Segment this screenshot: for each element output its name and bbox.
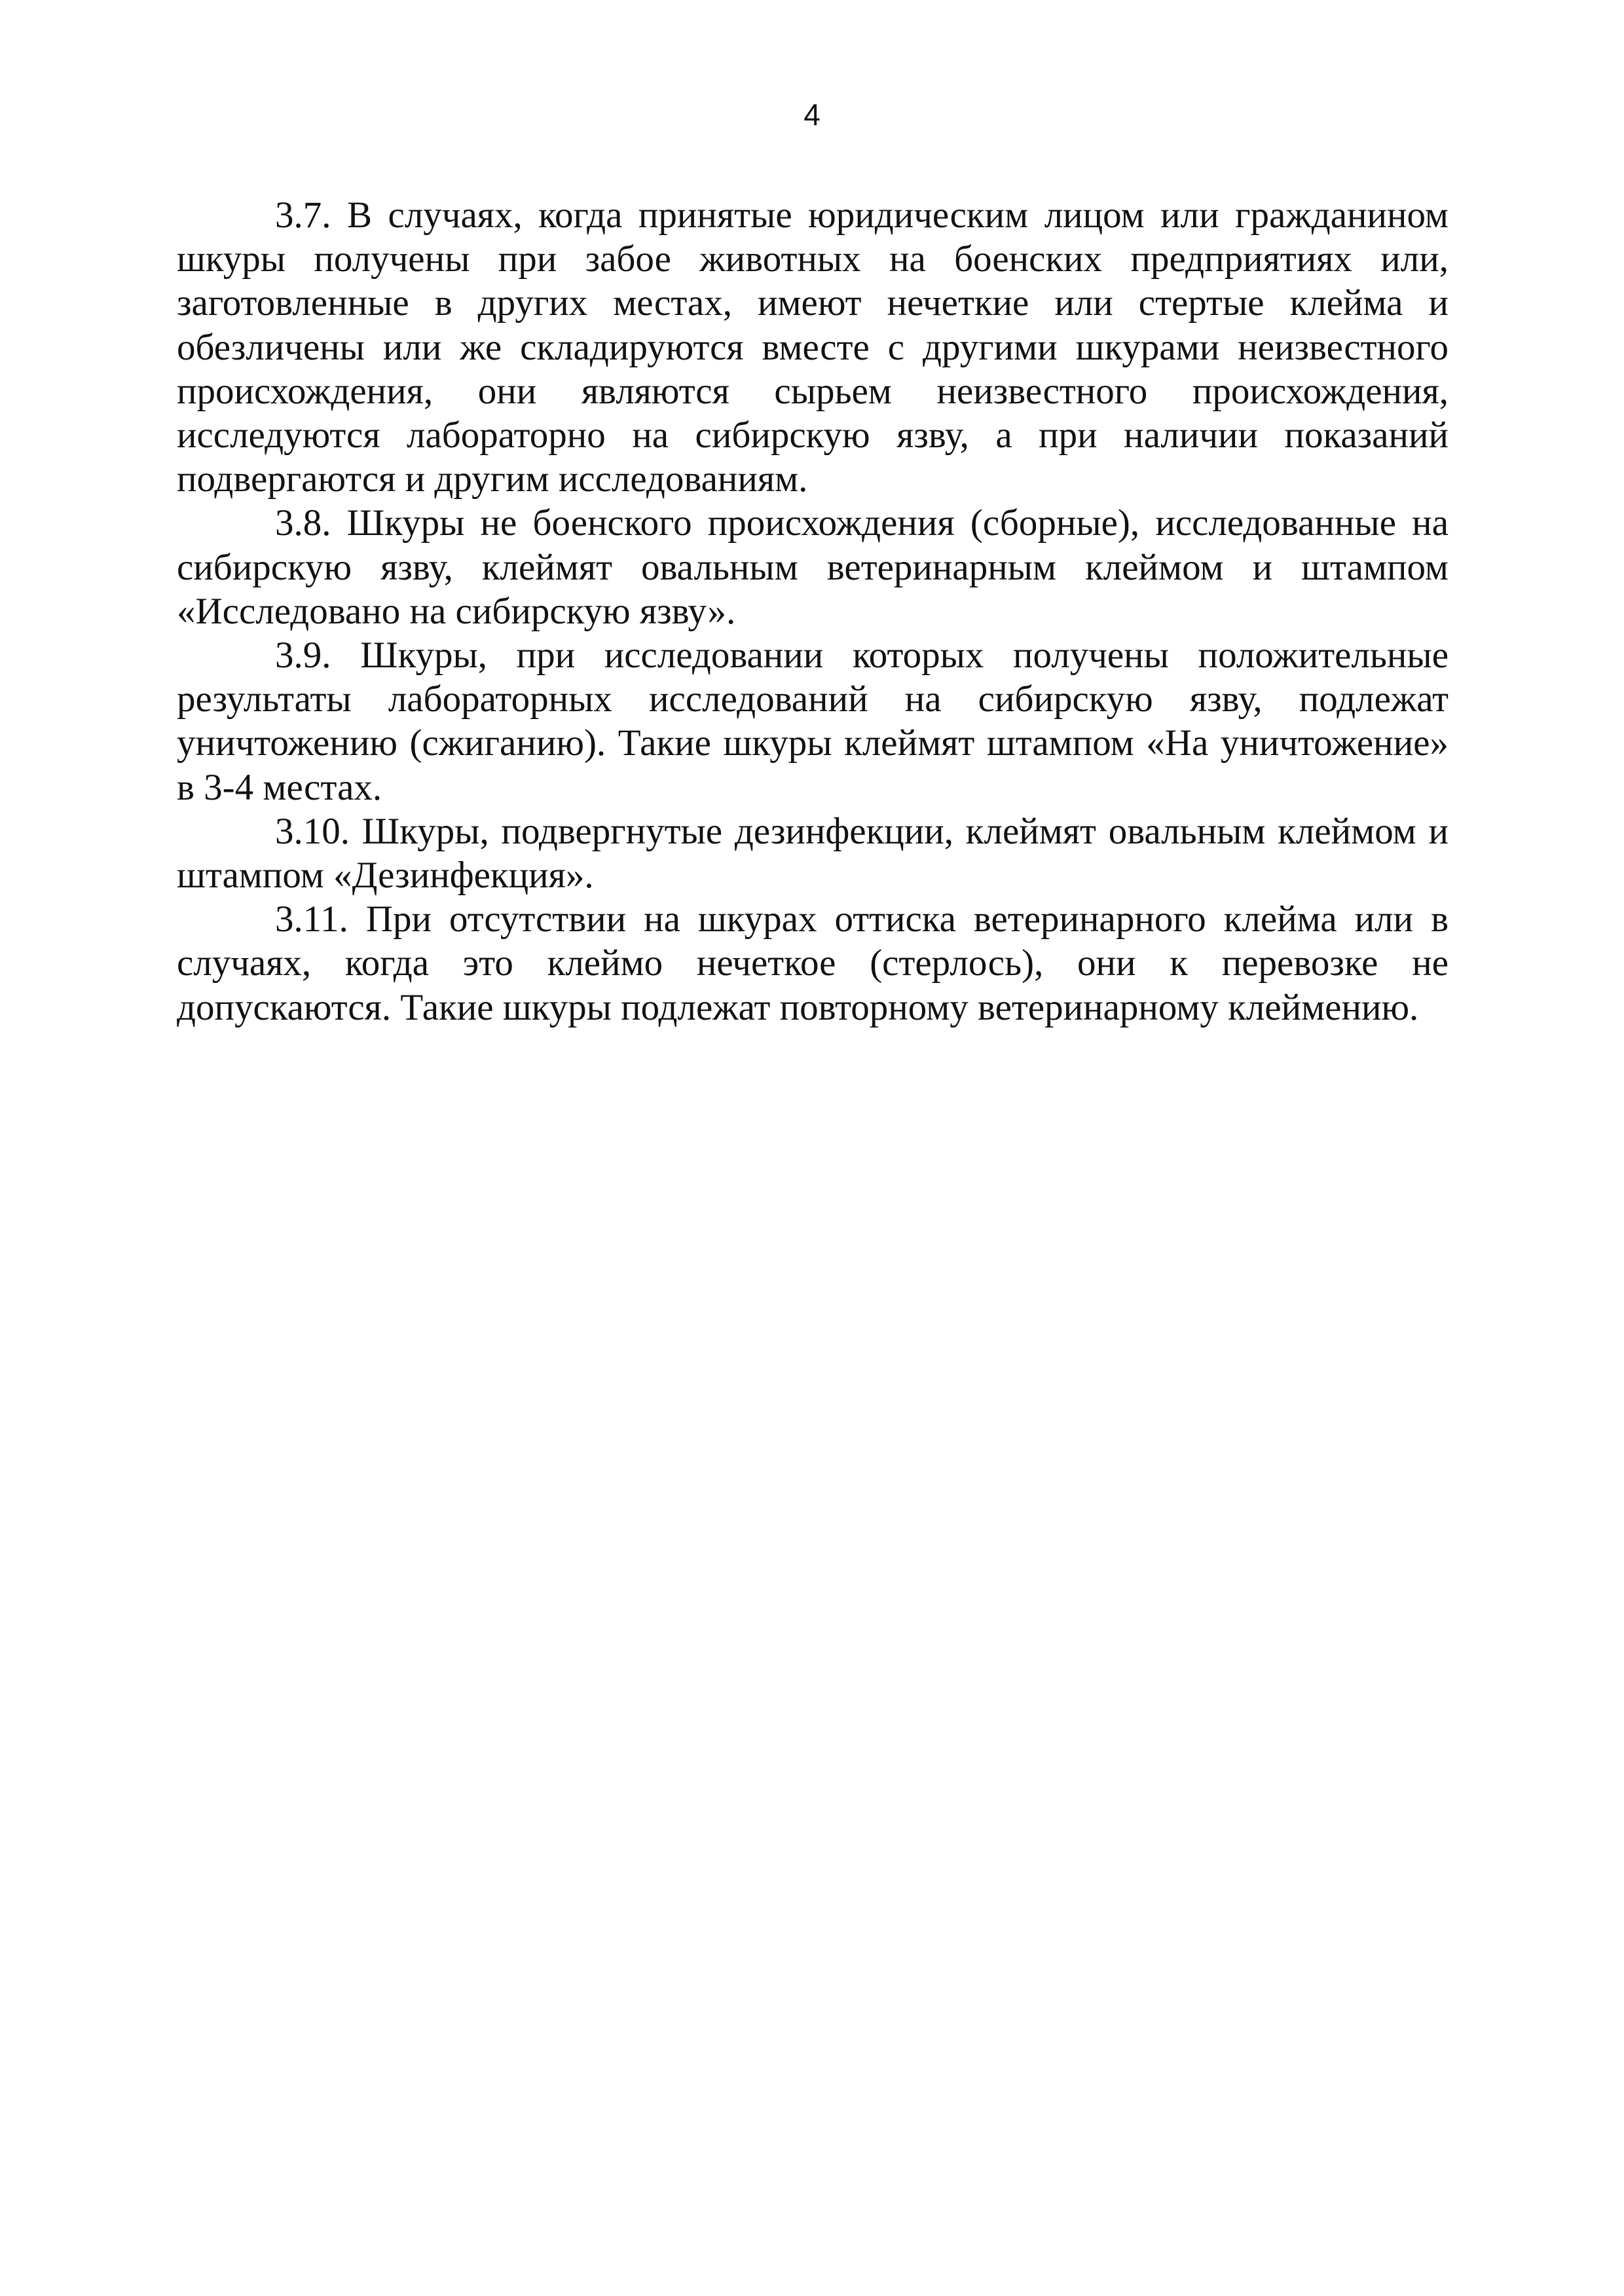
document-body: [177, 193, 1449, 1029]
paragraph-3-9: 3.9. Шкуры, при исследовании которых получены положительные результаты лабораторных исследований на сибирскую язву, подлежат уничтожению (сжиганию). Такие шкуры клеймят штампом «На уничтожение» в 3-4 местах.: [177, 635, 1449, 808]
paragraph-3-11: 3.11. При отсутствии на шкурах оттиска ветеринарного клейма или в случаях, когда это клеймо нечеткое (стерлось), они к перевозке не допускаются. Такие шкуры подлежат повторному ветеринарному клеймению.: [177, 898, 1449, 1028]
paragraph-3-7: 3.7. В случаях, когда принятые юридическим лицом или гражданином шкуры получены при забое животных на боенских предприятиях или, заготовленные в других местах, имеют нечеткие или стертые клейма и обезличены или же складируются вместе с другими шкурами неизвестного происхождения, они являются сырьем неизвестного происхождения, исследуются лабораторно на сибирскую язву, а при наличии показаний подвергаются и другим исследованиям.: [177, 194, 1449, 500]
page-number: 4: [803, 98, 821, 132]
paragraph-3-8: 3.8. Шкуры не боенского происхождения (сборные), исследованные на сибирскую язву, клеймят овальным ветеринарным клеймом и штампом «Исследовано на сибирскую язву».: [177, 502, 1449, 632]
paragraph-3-10: 3.10. Шкуры, подвергнутые дезинфекции, клеймят овальным клеймом и штампом «Дезинфекция».: [177, 810, 1449, 897]
